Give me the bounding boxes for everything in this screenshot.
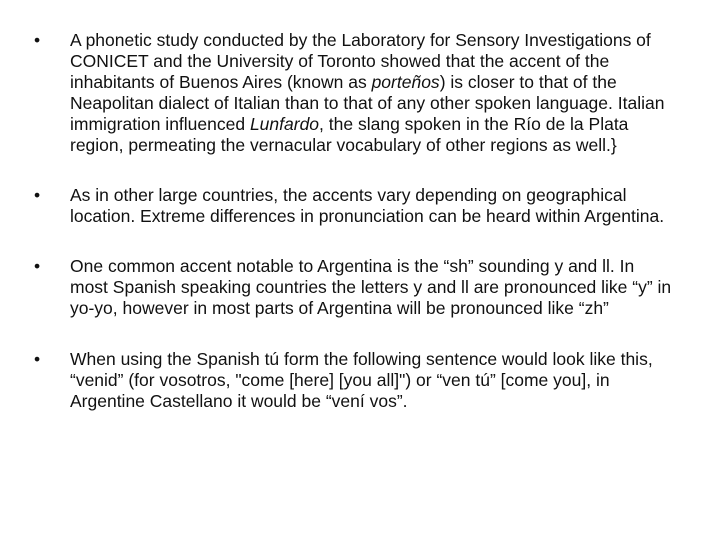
bullet-item-regional-accents <box>34 185 674 227</box>
bullet-icon: • <box>34 256 41 276</box>
bullet-icon: • <box>34 185 41 205</box>
bullet-text-part: ) is closer to that of the Neapolitan dialect of Italian than to that of any other spoken language. Italian immigration influenced <box>70 72 665 134</box>
bullet-icon: • <box>34 30 41 50</box>
bullet-text <box>70 30 664 155</box>
bullet-italic-term: porteños <box>371 72 440 92</box>
bullet-list <box>34 30 674 440</box>
bullet-text: When using the Spanish tú form the following sentence would look like this, “venid” (for vosotros, "come [here] [you all]") or “ven tú” [come you], in Argentine Castellano it would be “vení vos”. <box>70 349 653 411</box>
bullet-text-part: , the slang spoken in the Río de la Plata region, permeating the vernacular vocabulary of other regions as well.} <box>70 114 629 155</box>
bullet-italic-term: Lunfardo <box>249 114 320 134</box>
bullet-item-tu-form <box>34 349 674 412</box>
bullet-item-phonetic-study <box>34 30 674 156</box>
bullet-text: As in other large countries, the accents vary depending on geographical location. Extreme differences in pronunciation can be heard within Argentina. <box>70 185 665 226</box>
bullet-item-sh-sound <box>34 256 674 319</box>
bullet-text-part: A phonetic study conducted by the Laboratory for Sensory Investigations of CONICET and the University of Toronto showed that the accent of the inhabitants of Buenos Aires (known as <box>70 30 651 92</box>
bullet-text: One common accent notable to Argentina is the “sh” sounding y and ll. In most Spanish speaking countries the letters y and ll are pronounced like “y” in yo-yo, however in most parts of Argentina will be pronounced like “zh” <box>70 256 672 318</box>
bullet-icon: • <box>34 349 41 369</box>
